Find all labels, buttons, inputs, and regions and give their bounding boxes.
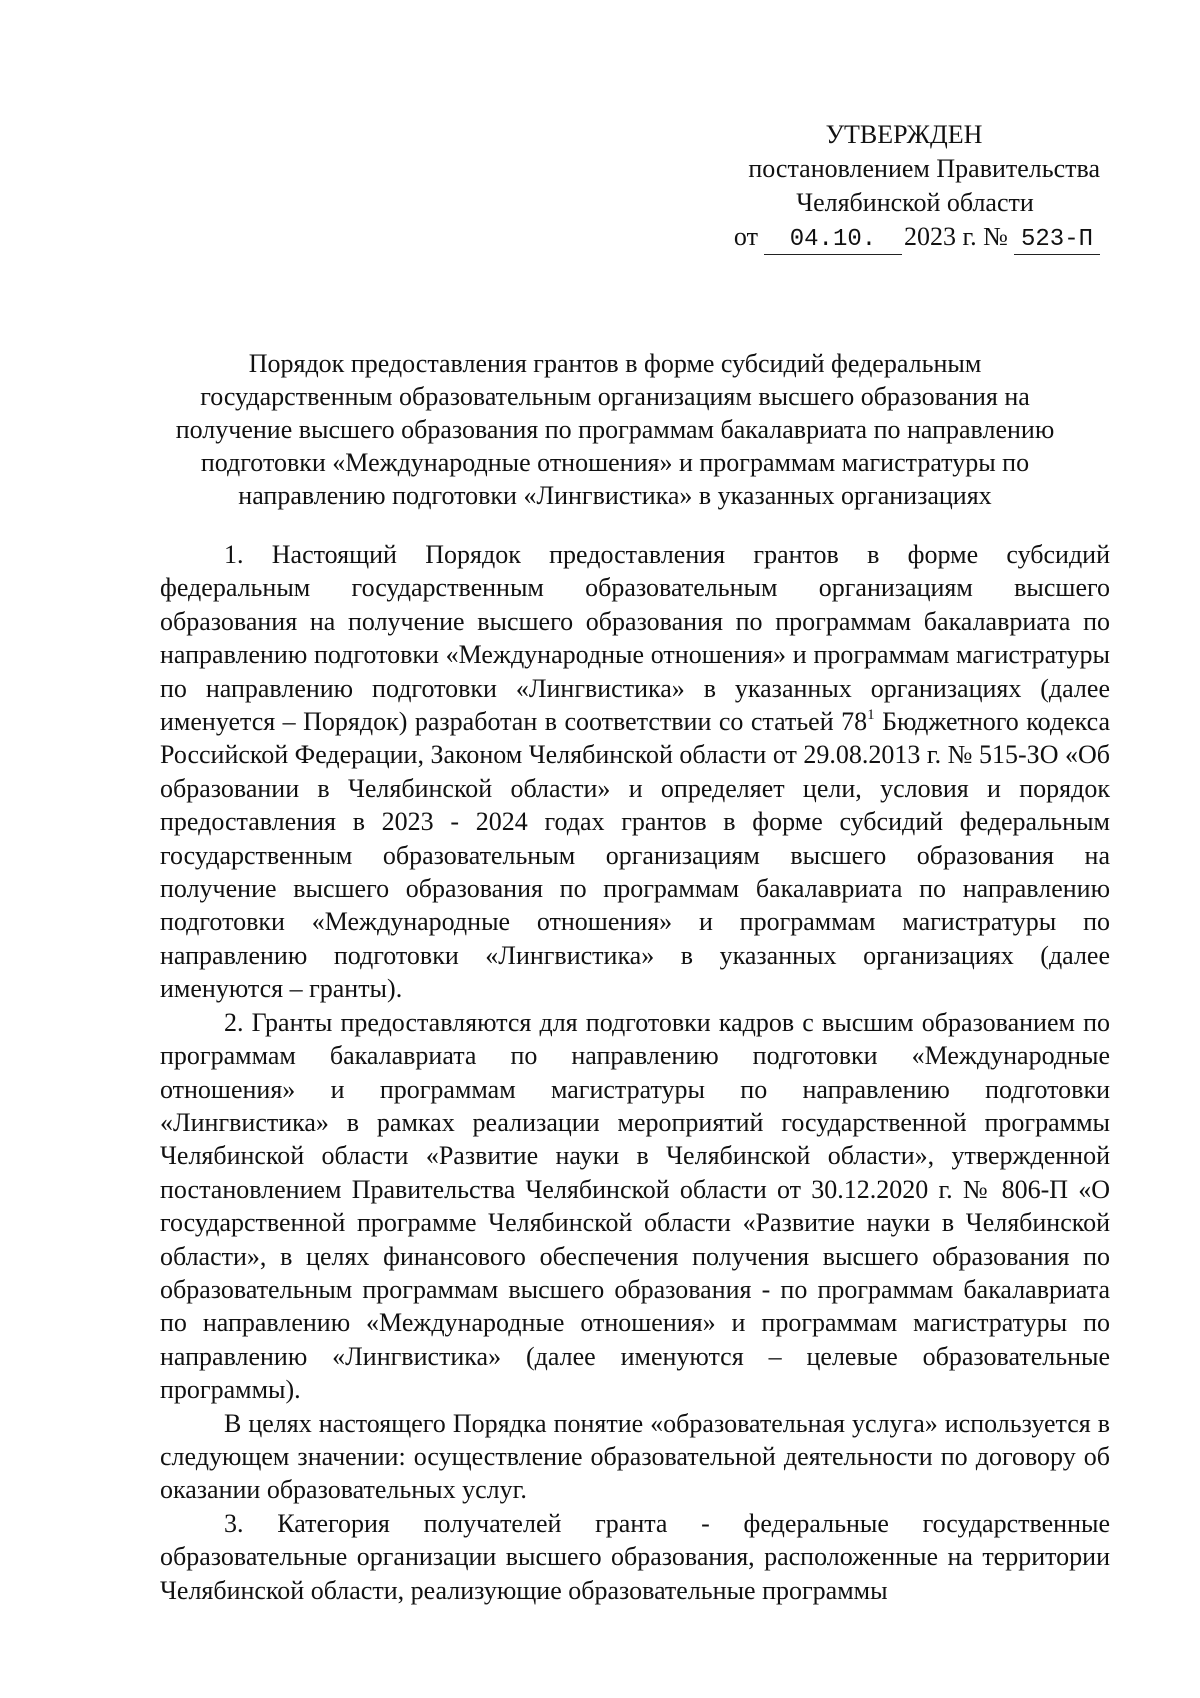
- title-line: получение высшего образования по программам бакалавриата по направлению: [175, 415, 1055, 444]
- approval-line-region: Челябинской области: [796, 188, 1034, 217]
- approval-stamp: [700, 118, 1100, 255]
- document-title: [120, 347, 1110, 512]
- approval-from-label: от: [733, 222, 758, 251]
- paragraph-1-superscript: 1: [867, 707, 875, 724]
- approval-line-resolution: постановлением Правительства: [748, 154, 1100, 183]
- title-line: государственным образовательным организациям высшего образования на: [200, 382, 1030, 411]
- document-body: [160, 538, 1110, 1607]
- paragraph-4: 3. Категория получателей гранта - федеральные государственные образовательные организации высшего образования, расположенные на территории Челябинской области, реализующие образовательные программы: [160, 1508, 1110, 1605]
- paragraph-2: 2. Гранты предоставляются для подготовки кадров с высшим образованием по программам бакалавриата по направлению подготовки «Международные отношения» и программам магистратуры по направлению подготовки «Лингвистика» в рамках реализации мероприятий государственной программы Челябинской области «Развитие науки в Челябинской области», утвержденной постановлением Правительства Челябинской области от 30.12.2020 г. № 806-П «О государственной программе Челябинской области «Развитие науки в Челябинской области», в целях финансового обеспечения получения высшего образования по образовательным программам высшего образования - по программам бакалавриата по направлению «Международные отношения» и программам магистратуры по направлению «Лингвистика» (далее именуются – целевые образовательные программы).: [160, 1007, 1110, 1405]
- paragraph-1-text-a: 1. Настоящий Порядок предоставления грантов в форме субсидий федеральным государственным образовательным организациям высшего образования на получение высшего образования по программам бакалавриата по направлению подготовки «Международные отношения» и программам магистратуры по направлению подготовки «Лингвистика» в указанных организациях (далее именуется – Порядок) разработан в соответствии со статьей 78: [160, 540, 1110, 737]
- approval-date-line: [700, 220, 1100, 255]
- title-line: Порядок предоставления грантов в форме субсидий федеральным: [248, 349, 982, 378]
- paragraph-1-text-b: Бюджетного кодекса Российской Федерации, Законом Челябинской области от 29.08.2013 г. № 515-ЗО «Об образовании в Челябинской области» и определяет цели, условия и порядок предоставления в 2023 - 2024 годах грантов в форме субсидий федеральным государственным образовательным организациям высшего образования на получение высшего образования по программам бакалавриата по направлению подготовки «Международные отношения» и программам магистратуры по направлению подготовки «Лингвистика» в указанных организациях (далее именуются – гранты).: [160, 707, 1110, 1004]
- approval-date-value: 04.10.: [764, 226, 902, 255]
- approval-year-text: 2023 г. №: [903, 222, 1008, 251]
- paragraph-3: В целях настоящего Порядка понятие «образовательная услуга» используется в следующем значении: осуществление образовательной деятельности по договору об оказании образовательных услуг.: [160, 1408, 1110, 1505]
- paragraph-1: [160, 538, 1110, 1006]
- approval-heading: УТВЕРЖДЕН: [825, 120, 983, 149]
- approval-number-value: 523-П: [1014, 226, 1100, 255]
- title-line: подготовки «Международные отношения» и программам магистратуры по: [200, 448, 1030, 477]
- title-line: направлению подготовки «Лингвистика» в указанных организациях: [238, 481, 992, 510]
